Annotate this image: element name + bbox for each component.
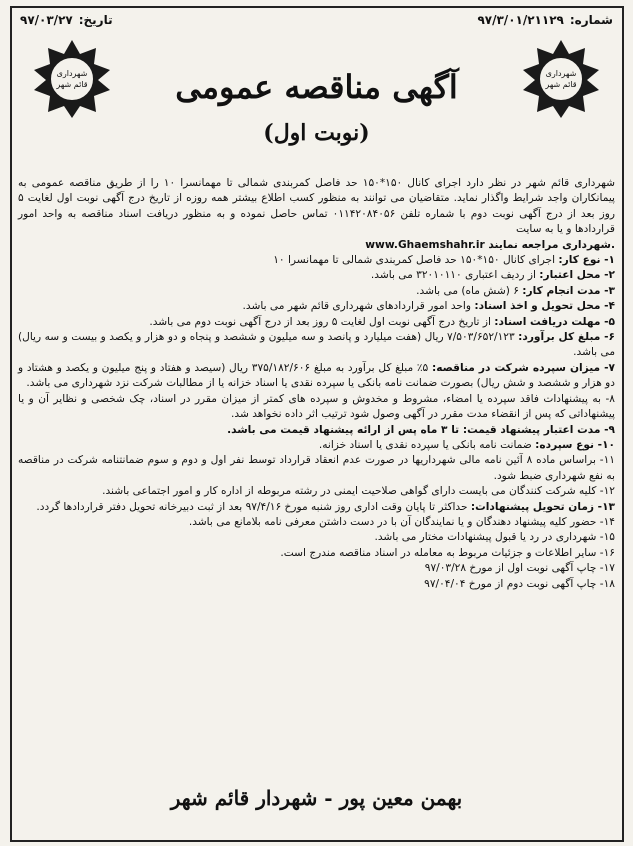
notice-title: آگهی مناقصه عمومی bbox=[175, 68, 458, 106]
date-block bbox=[20, 13, 113, 27]
municipality-seal-icon bbox=[30, 36, 114, 120]
list-item: ۱۵- شهرداری در رد یا قبول پیشنهادات مختار می باشد. bbox=[374, 531, 615, 544]
municipality-logo-left bbox=[30, 36, 114, 120]
list-item: ۱۶- سایر اطلاعات و جزئیات مربوط به معامله در اسناد مناقصه مندرج است. bbox=[280, 546, 615, 559]
list-item: ۱۳- زمان تحویل پیشنهادات: حداکثر تا پایان وقت اداری روز شنبه مورخ ۹۷/۴/۱۶ بعد از ثبت دبیرخانه تحویل دفتر قراردادها گردد. bbox=[36, 500, 615, 513]
date-label: تاریخ: bbox=[78, 13, 113, 27]
list-item: ۸- به پیشنهادات فاقد سپرده یا امضاء، مشروط و مخدوش و سپرده های کمتر از میزان مقرر در اسناد، چک شخصی و نظایر آن و یا پیشنهاداتی که پس از انقضاء مدت مقرر در آگهی وصول شود ترتیب اثر داده نخواهد شد. bbox=[18, 392, 615, 421]
list-item: ۹- مدت اعتبار پیشنهاد قیمت: تا ۳ ماه پس از ارائه پیشنهاد قیمت می باشد. bbox=[227, 423, 615, 436]
list-item: ۱۴- حضور کلیه پیشنهاد دهندگان و یا نمایندگان آن با در دست داشتن معرفی نامه بلامانع می باشد. bbox=[188, 515, 615, 528]
list-item: ۱۲- کلیه شرکت کنندگان می بایست دارای گواهی صلاحیت ایمنی در رشته مربوطه از اداره کار و امور اجتماعی باشند. bbox=[102, 485, 615, 498]
list-item: ۱۰- نوع سپرده: ضمانت نامه بانکی یا سپرده نقدی یا اسناد خزانه. bbox=[318, 438, 615, 451]
header-line bbox=[20, 10, 613, 30]
list-item: ۱- نوع کار: اجرای کانال ۱۵۰*۱۵۰ حد فاصل کمربندی شمالی تا مهمانسرا ۱۰ bbox=[273, 254, 615, 267]
svg-text:شهرداری: شهرداری bbox=[56, 69, 88, 78]
municipality-seal-icon bbox=[519, 36, 603, 120]
signature-line: بهمن معین پور - شهردار قائم شهر bbox=[170, 786, 463, 810]
list-item: ۳- مدت انجام کار: ۶ (شش ماه) می باشد. bbox=[416, 284, 615, 297]
svg-text:قائم شهر: قائم شهر bbox=[56, 80, 88, 89]
svg-text:قائم شهر: قائم شهر bbox=[545, 80, 577, 89]
number-label: شماره: bbox=[569, 13, 613, 27]
list-item: ۱۱- براساس ماده ۸ آئین نامه مالی شهرداریها در صورت عدم انعقاد قرارداد توسط نفر اول و دوم و سوم ضمانتنامه شرکت در مناقصه به نفع شهرداری ضبط شود. bbox=[18, 454, 615, 482]
notice-subtitle: (نوبت اول) bbox=[263, 120, 370, 146]
website-link[interactable]: www.Ghaemshahr.ir bbox=[365, 238, 485, 251]
intro-paragraph bbox=[18, 176, 615, 238]
number-value: ۹۷/۳/۰۱/۲۱۱۲۹ bbox=[477, 13, 564, 27]
list-item: ۱۷- چاپ آگهی نوبت اول از مورخ ۹۷/۰۳/۲۸ bbox=[424, 562, 615, 575]
municipality-logo-right bbox=[519, 36, 603, 120]
date-value: ۹۷/۰۳/۲۷ bbox=[20, 13, 73, 27]
list-item: ۶- مبلغ کل برآورد: ۷/۵۰۳/۶۵۲/۱۲۳ ریال (هفت میلیارد و پانصد و سه میلیون و ششصد و پنجاه و دو هزار و یکصد و بیست و سه ریال) می باشد. bbox=[18, 331, 615, 359]
number-block bbox=[477, 13, 613, 27]
notice-body bbox=[18, 176, 615, 592]
list-item: ۱۸- چاپ آگهی نوبت دوم از مورخ ۹۷/۰۴/۰۴ bbox=[424, 577, 615, 590]
website-tail: شهرداری مراجعه نمایند. bbox=[488, 238, 615, 251]
list-item: ۵- مهلت دریافت اسناد: از تاریخ درج آگهی نوبت اول لغایت ۵ روز بعد از درج آگهی نوبت دوم می باشد. bbox=[149, 315, 615, 328]
intro-text: شهرداری قائم شهر در نظر دارد اجرای کانال ۱۵۰*۱۵۰ حد فاصل کمربندی شمالی تا مهمانسرا ۱۰ را از طریق مناقصه عمومی به پیمانکاران واجد شرایط واگذار نماید. متقاضیان می توانند به منظور کسب اطلاع بیشتر همه روزه از تاریخ درج آگهی نوبت اول لغایت ۵ روز بعد از درج آگهی نوبت دوم با شماره تلفن ۰۱۱۴۲۰۸۴۰۵۶ تماس حاصل نموده و به منظور دریافت اسناد مناقصه به واحد امور قراردادها و یا به سایت bbox=[18, 177, 615, 236]
svg-text:شهرداری: شهرداری bbox=[545, 69, 577, 78]
website-line bbox=[18, 238, 615, 253]
list-item: ۴- محل تحویل و اخذ اسناد: واحد امور قراردادهای شهرداری قائم شهر می باشد. bbox=[242, 300, 615, 313]
list-item: ۲- محل اعتبار: از ردیف اعتباری ۳۲۰۱۰۱۱۰ می باشد. bbox=[370, 269, 615, 282]
list-item: ۷- میزان سپرده شرکت در مناقصه: ۵٪ مبلغ کل برآورد به مبلغ ۳۷۵/۱۸۲/۶۰۶ ریال (سیصد و هفتاد و پنج میلیون و یکصد و هشتاد و دو هزار و ششصد و شش ریال) بصورت ضمانت نامه بانکی یا سپرده نقدی یا اسناد خزانه یا از مطالبات شرکت نزد شهرداری می باشد. bbox=[18, 361, 615, 390]
